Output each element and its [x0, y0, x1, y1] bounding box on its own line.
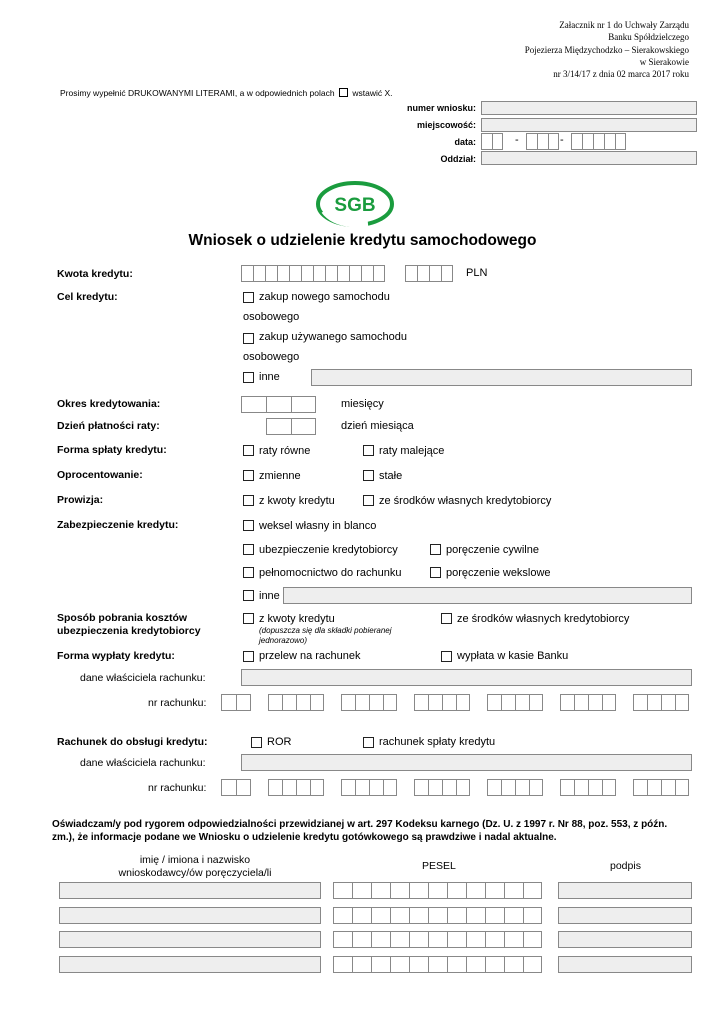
account-owner-label: dane właściciela rachunku:	[80, 672, 206, 684]
name-field[interactable]	[59, 907, 321, 924]
signature-field[interactable]	[558, 907, 692, 924]
insurance-note-line: jednorazowo)	[259, 636, 308, 645]
insurance-note	[259, 626, 392, 646]
account-number-cells[interactable]	[487, 779, 543, 796]
payment-day-cells[interactable]	[266, 418, 316, 435]
fixed-rate-checkbox[interactable]	[363, 470, 374, 481]
account-owner-field[interactable]	[241, 754, 692, 771]
service-account-label: Rachunek do obsługi kredytu:	[57, 736, 208, 748]
account-number-cells[interactable]	[414, 694, 470, 711]
account-owner-field[interactable]	[241, 669, 692, 686]
pesel-cells[interactable]	[333, 882, 542, 899]
period-cells[interactable]	[241, 396, 316, 413]
branch-field[interactable]	[481, 151, 697, 165]
commission-own-funds-checkbox[interactable]	[363, 495, 374, 506]
account-number-cells[interactable]	[221, 694, 251, 711]
signature-field[interactable]	[558, 882, 692, 899]
insurance-own-funds-checkbox[interactable]	[441, 613, 452, 624]
logo-text: SGB	[334, 195, 376, 216]
account-power-of-attorney-label: pełnomocnictwo do rachunku	[259, 567, 402, 579]
instruction-text-end: wstawić X.	[352, 88, 393, 98]
purpose-used-car-checkbox[interactable]	[243, 333, 254, 344]
borrower-insurance-checkbox[interactable]	[243, 544, 254, 555]
ror-checkbox[interactable]	[251, 737, 262, 748]
attachment-note-line: nr 3/14/17 z dnia 02 marca 2017 roku	[553, 69, 689, 80]
insurance-from-loan-checkbox[interactable]	[243, 613, 254, 624]
account-number-cells[interactable]	[414, 779, 470, 796]
pesel-cells[interactable]	[333, 931, 542, 948]
civil-guarantee-label: poręczenie cywilne	[446, 544, 539, 556]
purpose-other-label: inne	[259, 371, 280, 383]
account-number-cells[interactable]	[268, 779, 324, 796]
variable-rate-checkbox[interactable]	[243, 470, 254, 481]
date-label: data:	[454, 137, 476, 147]
payment-day-label: Dzień płatności raty:	[57, 420, 160, 432]
attachment-note-line: Banku Spółdzielczego	[608, 32, 689, 43]
city-label: miejscowość:	[416, 120, 476, 130]
amount-label: Kwota kredytu:	[57, 268, 133, 280]
repayment-account-checkbox[interactable]	[363, 737, 374, 748]
purpose-new-car-checkbox[interactable]	[243, 292, 254, 303]
account-owner-label: dane właściciela rachunku:	[80, 757, 206, 769]
date-month-cells[interactable]	[526, 133, 559, 150]
insurance-cost-method-label-cont: ubezpieczenia kredytobiorcy	[57, 625, 201, 637]
collateral-other-label: inne	[259, 590, 280, 602]
currency-label: PLN	[466, 267, 488, 279]
collateral-other-field[interactable]	[283, 587, 692, 604]
checkbox-icon	[339, 88, 348, 97]
transfer-label: przelew na rachunek	[259, 650, 361, 662]
account-number-cells[interactable]	[633, 779, 689, 796]
bill-guarantee-checkbox[interactable]	[430, 567, 441, 578]
name-field[interactable]	[59, 956, 321, 973]
account-number-label: nr rachunku:	[148, 782, 207, 794]
repayment-account-label: rachunek spłaty kredytu	[379, 736, 496, 748]
repayment-form-label: Forma spłaty kredytu:	[57, 444, 167, 456]
promissory-note-checkbox[interactable]	[243, 520, 254, 531]
attachment-note-line: Pojezierza Międzychodzko – Sierakowskiego	[524, 44, 689, 55]
interest-label: Oprocentowanie:	[57, 469, 143, 481]
months-unit: miesięcy	[341, 398, 384, 410]
transfer-checkbox[interactable]	[243, 651, 254, 662]
date-separator: -	[560, 134, 564, 146]
account-number-cells[interactable]	[221, 779, 251, 796]
date-year-cells[interactable]	[571, 133, 626, 150]
account-number-cells[interactable]	[633, 694, 689, 711]
decreasing-installments-label: raty malejące	[379, 445, 445, 457]
bill-guarantee-label: poręczenie wekslowe	[446, 567, 551, 579]
decreasing-installments-checkbox[interactable]	[363, 445, 374, 456]
period-label: Okres kredytowania:	[57, 398, 161, 410]
cash-payout-checkbox[interactable]	[441, 651, 452, 662]
fill-instruction	[60, 88, 393, 98]
cash-payout-label: wypłata w kasie Banku	[457, 650, 569, 662]
disbursement-form-label: Forma wypłaty kredytu:	[57, 650, 175, 662]
account-number-cells[interactable]	[268, 694, 324, 711]
collateral-label: Zabezpieczenie kredytu:	[57, 519, 179, 531]
application-number-field[interactable]	[481, 101, 697, 115]
commission-from-loan-checkbox[interactable]	[243, 495, 254, 506]
commission-from-loan-label: z kwoty kredytu	[259, 495, 335, 507]
account-number-cells[interactable]	[341, 779, 397, 796]
variable-rate-label: zmienne	[259, 470, 301, 482]
fixed-rate-label: stałe	[379, 470, 403, 482]
borrower-insurance-label: ubezpieczenie kredytobiorcy	[259, 544, 398, 556]
account-number-label: nr rachunku:	[148, 697, 207, 709]
name-column-header-line: imię / imiona i nazwisko	[139, 854, 251, 866]
account-number-cells[interactable]	[560, 779, 616, 796]
amount-cells[interactable]	[241, 265, 385, 282]
purpose-other-field[interactable]	[311, 369, 692, 386]
day-of-month-unit: dzień miesiąca	[341, 420, 414, 432]
branch-label: Oddział:	[440, 154, 476, 164]
attachment-note-line: w Sierakowie	[639, 56, 689, 67]
date-day-cells[interactable]	[481, 133, 503, 150]
pesel-column-header: PESEL	[422, 860, 456, 872]
signature-field[interactable]	[558, 931, 692, 948]
page-title: Wniosek o udzielenie kredytu samochodowego	[188, 232, 537, 249]
insurance-cost-method-label: Sposób pobrania kosztów	[57, 612, 188, 624]
promissory-note-label: weksel własny in blanco	[259, 520, 377, 532]
collateral-other-checkbox[interactable]	[243, 590, 254, 601]
name-column-header-line: wnioskodawcy/ów poręczyciela/li	[118, 867, 272, 879]
civil-guarantee-checkbox[interactable]	[430, 544, 441, 555]
commission-own-funds-label: ze środków własnych kredytobiorcy	[379, 495, 552, 507]
name-field[interactable]	[59, 931, 321, 948]
purpose-new-car-label-cont: osobowego	[243, 311, 300, 323]
account-number-cells[interactable]	[560, 694, 616, 711]
purpose-new-car-label: zakup nowego samochodu	[259, 291, 390, 303]
application-number-label: numer wniosku:	[406, 103, 476, 113]
insurance-from-loan-label: z kwoty kredytu	[259, 613, 335, 625]
pesel-cells[interactable]	[333, 956, 542, 973]
declaration-text: Oświadczam/y pod rygorem odpowiedzialności przewidzianej w art. 297 Kodeksu karnego (Dz. U. z 1997 r. Nr 88, poz. 553, z późn. zm.), że informacje podane we Wniosku o udzielenie kredytu gotówkowego są prawdziwe i nadal aktualne.	[52, 819, 668, 843]
pesel-cells[interactable]	[333, 907, 542, 924]
purpose-other-checkbox[interactable]	[243, 372, 254, 383]
account-number-cells[interactable]	[341, 694, 397, 711]
signature-field[interactable]	[558, 956, 692, 973]
name-column-header	[100, 854, 290, 880]
date-separator: -	[515, 134, 519, 146]
attachment-note-line: Załacznik nr 1 do Uchwały Zarządu	[559, 20, 689, 30]
sgb-logo	[316, 181, 394, 227]
equal-installments-label: raty równe	[259, 445, 311, 457]
amount-decimal-cells[interactable]	[405, 265, 453, 282]
attachment-note	[525, 19, 689, 80]
city-field[interactable]	[481, 118, 697, 132]
name-field[interactable]	[59, 882, 321, 899]
insurance-note-line: (dopuszcza się dla składki pobieranej	[259, 626, 392, 635]
equal-installments-checkbox[interactable]	[243, 445, 254, 456]
account-power-of-attorney-checkbox[interactable]	[243, 567, 254, 578]
purpose-used-car-label: zakup używanego samochodu	[259, 331, 407, 343]
purpose-label: Cel kredytu:	[57, 291, 118, 303]
commission-label: Prowizja:	[57, 494, 104, 506]
purpose-used-car-label-cont: osobowego	[243, 351, 300, 363]
insurance-own-funds-label: ze środków własnych kredytobiorcy	[457, 613, 630, 625]
signature-column-header: podpis	[610, 860, 641, 872]
ror-label: ROR	[267, 736, 292, 748]
instruction-text: Prosimy wypełnić DRUKOWANYMI LITERAMI, a w odpowiednich polach	[60, 88, 335, 98]
account-number-cells[interactable]	[487, 694, 543, 711]
